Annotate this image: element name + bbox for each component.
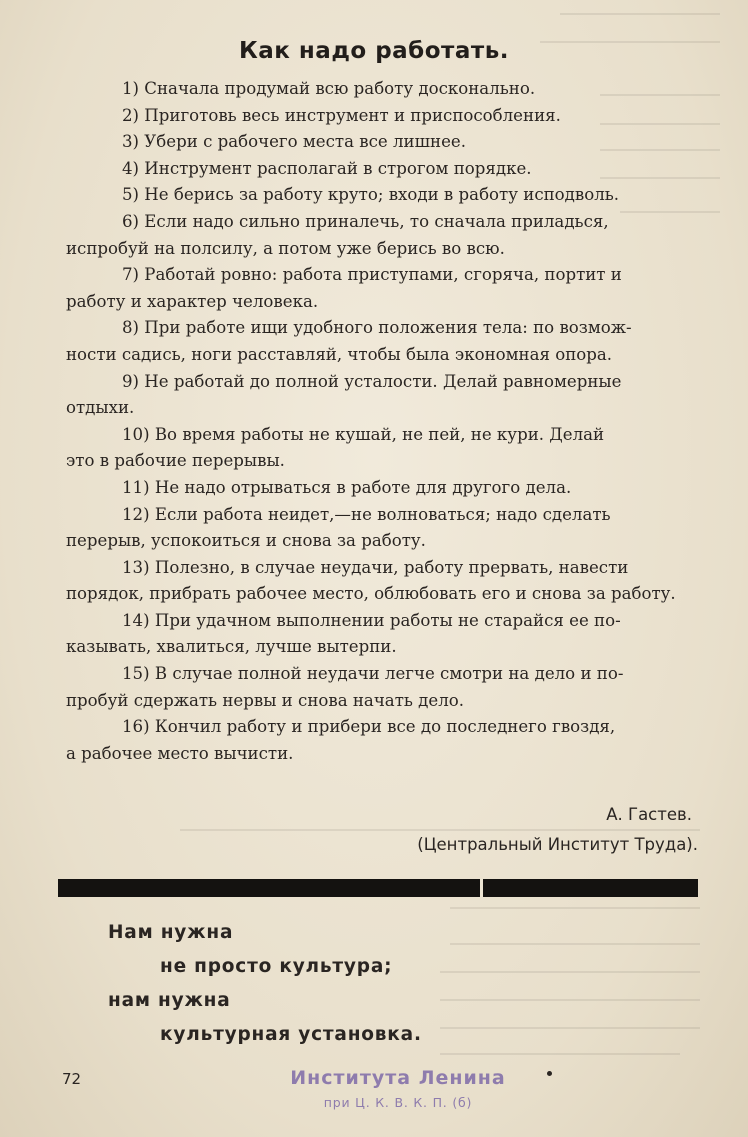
rule-text: 12) Если работа неидет,—не волноваться; надо сделать [122,504,611,524]
rule-item [66,661,710,714]
rule-item [66,103,710,130]
slogan-line: Нам нужна [108,922,234,943]
rule-item [66,608,710,661]
rule-item [66,369,710,422]
rule-text: 10) Во время работы не кушай, не пей, не кури. Делай [122,424,605,444]
signature-block [417,800,698,860]
rule-item [66,502,710,555]
rule-continuation: а рабочее место вычисти. [66,743,294,763]
rule-item [66,422,710,475]
rule-continuation: перерыв, успокоиться и снова за работу. [66,531,426,551]
rule-text: 9) Не работай до полной усталости. Делай равномерные [122,371,622,391]
rule-text: 15) В случае полной неудачи легче смотри на дело и по- [122,664,624,684]
slogan-line: нам нужна [108,990,231,1011]
library-stamp [278,1067,518,1110]
rules-list [66,76,710,767]
slogan-line: не просто культура; [160,956,393,977]
rule-text: 4) Инструмент располагай в строгом порядке. [122,158,532,178]
page-number: 72 [62,1070,82,1088]
rule-text: 6) Если надо сильно приналечь, то сначала приладься, [122,211,609,231]
slogan-block [108,916,422,1052]
rule-item [66,182,710,209]
rule-continuation: работу и характер человека. [66,291,319,311]
rule-item [66,555,710,608]
rule-item [66,209,710,262]
rule-item [66,475,710,502]
stamp-line: Института Ленина [290,1067,506,1089]
rule-text: 11) Не надо отрываться в работе для другого дела. [122,477,572,497]
ink-dot [547,1071,552,1076]
rule-text: 8) При работе ищи удобного положения тела: по возмож- [122,318,632,338]
rule-text: 3) Убери с рабочего места все лишнее. [122,132,466,152]
section-divider [58,879,698,897]
signature-author: А. Гастев. [606,805,692,824]
rule-item [66,262,710,315]
rule-text: 16) Кончил работу и прибери все до последнего гвоздя, [122,717,616,737]
slogan-line: культурная установка. [160,1024,422,1045]
stamp-line: при Ц. К. В. К. П. (б) [323,1095,473,1110]
rule-continuation: испробуй на полсилу, а потом уже берись во всю. [66,238,505,258]
rule-text: 13) Полезно, в случае неудачи, работу прервать, навести [122,557,629,577]
divider-gap [480,879,483,897]
rule-continuation: пробуй сдержать нервы и снова начать дело. [66,690,465,710]
rule-text: 7) Работай ровно: работа приступами, сгоряча, портит и [122,265,622,285]
rule-text: 5) Не берись за работу круто; входи в работу исподволь. [122,185,620,205]
rule-text: 1) Сначала продумай всю работу досконально. [122,79,536,98]
rule-continuation: ности садись, ноги расставляй, чтобы была экономная опора. [66,344,613,364]
rule-item [66,156,710,183]
signature-institution: (Центральный Институт Труда). [417,835,698,854]
rule-item [66,714,710,767]
page-title: Как надо работать. [238,38,510,64]
rule-text: 14) При удачном выполнении работы не старайся ее по- [122,610,621,630]
rule-continuation: казывать, хвалиться, лучше вытерпи. [66,637,397,657]
rule-continuation: порядок, прибрать рабочее место, облюбовать его и снова за работу. [66,584,676,604]
rule-item [66,315,710,368]
rule-continuation: отдыхи. [66,398,135,418]
rule-text: 2) Приготовь весь инструмент и приспособления. [122,105,561,125]
rule-item [66,76,710,103]
rule-continuation: это в рабочие перерывы. [66,451,285,471]
rule-item [66,129,710,156]
